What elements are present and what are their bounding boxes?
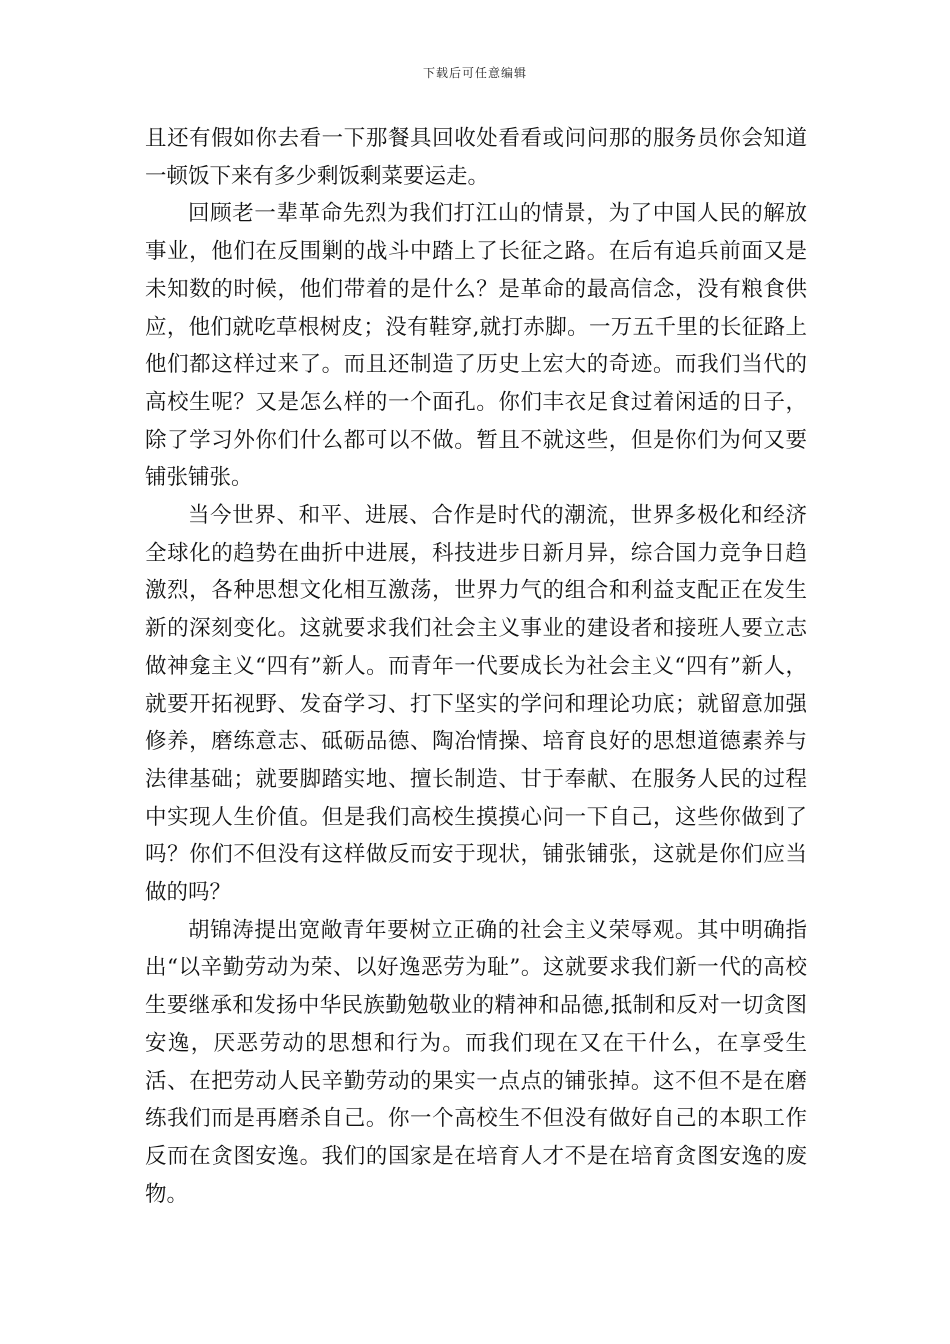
paragraph-honor-shame: 胡锦涛提出宽敞青年要树立正确的社会主义荣辱观。其中明确指出“以辛勤劳动为荣、以好逸恶劳为耻”。这就要求我们新一代的高校生要继承和发扬中华民族勤勉敬业的精神和品德,抵制和反对一切贪图安逸，厌恶劳动的思想和行为。而我们现在又在干什么，在享受生活、在把劳动人民辛勤劳动的果实一点点的铺张掉。这不但不是在磨练我们而是再磨杀自己。你一个高校生不但没有做好自己的本职工作反而在贪图安逸。我们的国家是在培育人才不是在培育贪图安逸的废物。	[145, 917, 807, 1207]
document-body	[145, 120, 807, 1213]
paragraph-continuation: 且还有假如你去看一下那餐具回收处看看或问问那的服务员你会知道一顿饭下来有多少剩饭剩菜要运走。	[145, 126, 807, 189]
paragraph-revolution: 回顾老一辈革命先烈为我们打江山的情景，为了中国人民的解放事业，他们在反围剿的战斗中踏上了长征之路。在后有追兵前面又是未知数的时候，他们带着的是什么？是革命的最高信念，没有粮食供应，他们就吃草根树皮；没有鞋穿,就打赤脚。一万五千里的长征路上他们都这样过来了。而且还制造了历史上宏大的奇迹。而我们当代的高校生呢？又是怎么样的一个面孔。你们丰衣足食过着闲适的日子，除了学习外你们什么都可以不做。暂且不就这些，但是你们为何又要铺张铺张。	[145, 201, 807, 491]
page-header: 下载后可任意编辑	[422, 66, 527, 80]
paragraph-world-trends: 当今世界、和平、进展、合作是时代的潮流，世界多极化和经济全球化的趋势在曲折中进展，科技进步日新月异，综合国力竞争日趋激烈，各种思想文化相互激荡，世界力气的组合和利益支配正在发生新的深刻变化。这就要求我们社会主义事业的建设者和接班人要立志做神龛主义“四有”新人。而青年一代要成长为社会主义“四有”新人，就要开拓视野、发奋学习、打下坚实的学问和理论功底；就留意加强修养，磨练意志、砥砺品德、陶冶情操、培育良好的思想道德素养与法律基础；就要脚踏实地、擅长制造、甘于奉献、在服务人民的过程中实现人生价值。但是我们高校生摸摸心问一下自己，这些你做到了吗？你们不但没有这样做反而安于现状，铺张铺张，这就是你们应当做的吗？	[145, 503, 807, 906]
